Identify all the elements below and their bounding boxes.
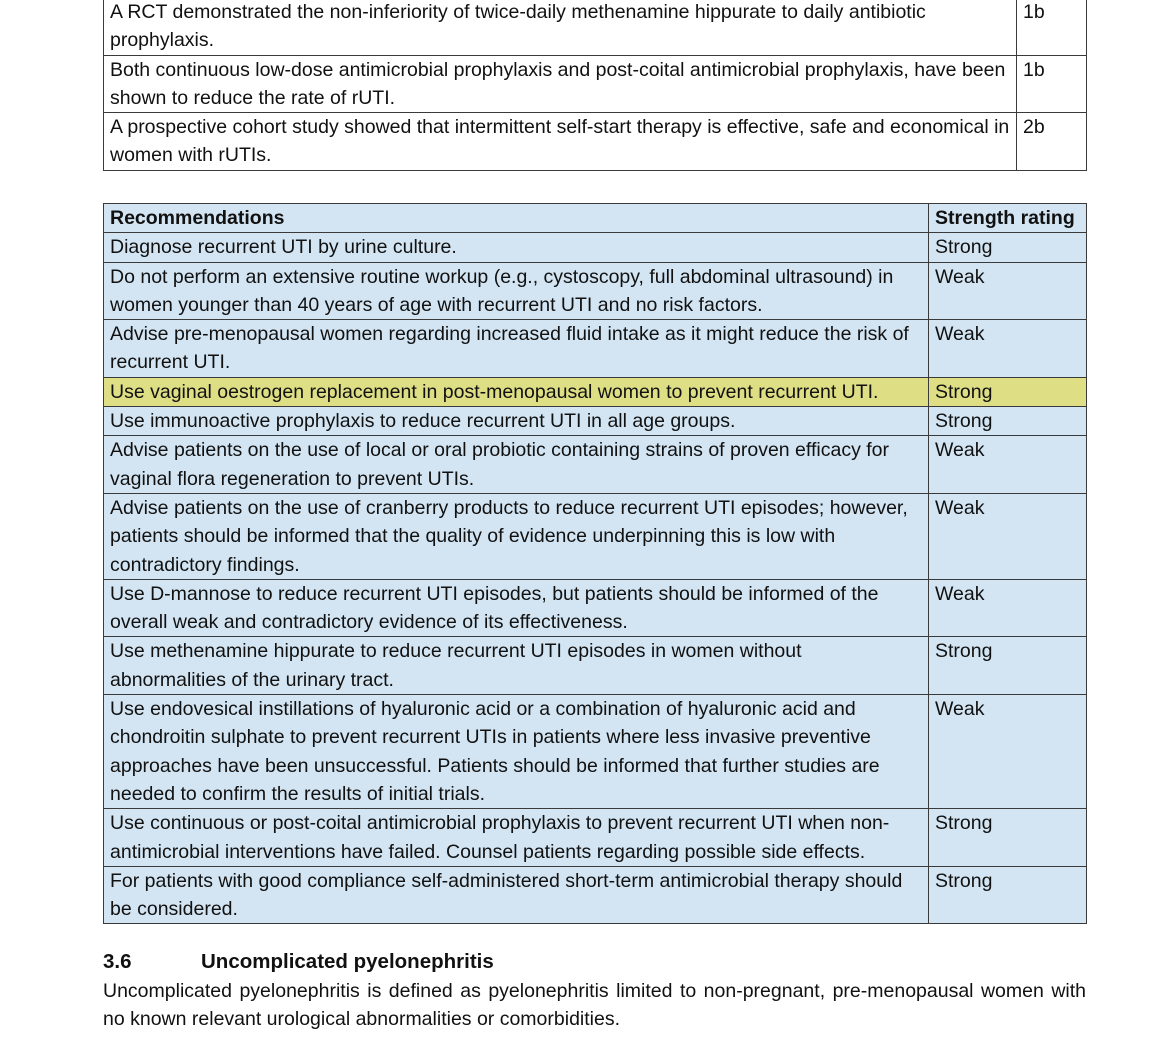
strength-rating: Weak xyxy=(929,262,1087,320)
evidence-row xyxy=(104,113,1087,171)
strength-rating: Strong xyxy=(929,866,1087,924)
recommendations-table xyxy=(103,203,1087,924)
recommendation-text: Use D-mannose to reduce recurrent UTI episodes, but patients should be informed of the overall weak and contradictory evidence of its effectiveness. xyxy=(104,579,929,637)
recommendation-text: Advise patients on the use of local or oral probiotic containing strains of proven efficacy for vaginal flora regeneration to prevent UTIs. xyxy=(104,436,929,494)
recommendation-text: Use immunoactive prophylaxis to reduce recurrent UTI in all age groups. xyxy=(104,407,929,436)
evidence-row xyxy=(104,55,1087,113)
section-body-text: Uncomplicated pyelonephritis is defined as pyelonephritis limited to non-pregnant, pre-menopausal women with no known relevant urological abnormalities or comorbidities. xyxy=(103,980,1086,1031)
recommendation-text: Advise pre-menopausal women regarding increased fluid intake as it might reduce the risk of recurrent UTI. xyxy=(104,320,929,378)
evidence-level: 2b xyxy=(1017,113,1087,171)
recommendation-row xyxy=(104,407,1087,436)
recommendations-header-row xyxy=(104,204,1087,233)
evidence-level: 1b xyxy=(1017,0,1087,55)
evidence-row xyxy=(104,0,1087,55)
recommendation-row xyxy=(104,320,1087,378)
strength-column-header: Strength rating xyxy=(929,204,1087,233)
section-number: 3.6 xyxy=(103,950,132,973)
recommendation-text: For patients with good compliance self-administered short-term antimicrobial therapy should be considered. xyxy=(104,866,929,924)
evidence-table xyxy=(103,0,1087,171)
recommendation-row xyxy=(104,262,1087,320)
strength-rating: Weak xyxy=(929,579,1087,637)
strength-rating: Strong xyxy=(929,377,1087,406)
recommendation-row xyxy=(104,695,1087,809)
recommendation-text: Diagnose recurrent UTI by urine culture. xyxy=(104,233,929,262)
strength-rating: Strong xyxy=(929,809,1087,867)
recommendation-text: Use vaginal oestrogen replacement in post-menopausal women to prevent recurrent UTI. xyxy=(104,377,929,406)
strength-rating: Strong xyxy=(929,233,1087,262)
recommendation-text: Advise patients on the use of cranberry products to reduce recurrent UTI episodes; however, patients should be informed that the quality of evidence underpinning this is low with contradictory findings. xyxy=(104,493,929,579)
recommendation-text: Use endovesical instillations of hyaluronic acid or a combination of hyaluronic acid and chondroitin sulphate to prevent recurrent UTIs in patients where less invasive preventive approaches have been unsuccessful. Patients should be informed that further studies are needed to confirm the results of initial trials. xyxy=(104,695,929,809)
strength-rating: Strong xyxy=(929,407,1087,436)
recommendation-row xyxy=(104,436,1087,494)
evidence-level: 1b xyxy=(1017,55,1087,113)
strength-rating: Weak xyxy=(929,320,1087,378)
recommendation-text: Use continuous or post-coital antimicrobial prophylaxis to prevent recurrent UTI when non-antimicrobial interventions have failed. Counsel patients regarding possible side effects. xyxy=(104,809,929,867)
strength-rating: Weak xyxy=(929,436,1087,494)
recommendation-text: Use methenamine hippurate to reduce recurrent UTI episodes in women without abnormalities of the urinary tract. xyxy=(104,637,929,695)
recommendation-row xyxy=(104,637,1087,695)
strength-rating: Weak xyxy=(929,493,1087,579)
recommendation-row-highlighted xyxy=(104,377,1087,406)
strength-rating: Weak xyxy=(929,695,1087,809)
recommendations-column-header: Recommendations xyxy=(104,204,929,233)
evidence-statement: Both continuous low-dose antimicrobial prophylaxis and post-coital antimicrobial prophylaxis, have been shown to reduce the rate of rUTI. xyxy=(104,55,1017,113)
recommendation-row xyxy=(104,579,1087,637)
evidence-statement: A prospective cohort study showed that intermittent self-start therapy is effective, safe and economical in women with rUTIs. xyxy=(104,113,1017,171)
recommendation-row xyxy=(104,866,1087,924)
recommendation-row xyxy=(104,493,1087,579)
recommendation-row xyxy=(104,809,1087,867)
section-title: Uncomplicated pyelonephritis xyxy=(201,950,494,973)
section-heading xyxy=(103,949,494,975)
strength-rating: Strong xyxy=(929,637,1087,695)
evidence-statement: A RCT demonstrated the non-inferiority of twice-daily methenamine hippurate to daily antibiotic prophylaxis. xyxy=(104,0,1017,55)
recommendation-text: Do not perform an extensive routine workup (e.g., cystoscopy, full abdominal ultrasound) in women younger than 40 years of age with recurrent UTI and no risk factors. xyxy=(104,262,929,320)
recommendation-row xyxy=(104,233,1087,262)
